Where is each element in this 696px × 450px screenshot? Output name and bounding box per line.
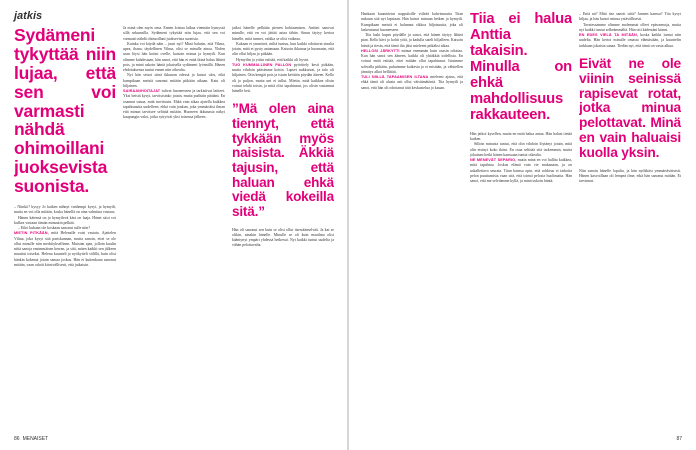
subheading: NE MENEVÄT SEPARIO, [470,158,517,163]
column-5 [470,12,572,184]
subheading: MIETIN PITKÄÄN, [14,231,49,236]
body-paragraph: Tiia laski kupin pöydälle ja sanoi, että hänen täytyy lähteä pian. Kello kävi jo kohti yötä, ja kadulla sateli hiljalleen. Katsoin häntä ja tiesin, että tämä ilta jäisi mieleeni pitkäksi aikaa. [361,33,463,48]
body-paragraph: Niin sanoin hänelle lopulta, ja hän nyökkäsi ymmärtäväisesti. Hänen kasvoillaan oli lempeä ilme, eikä hän sanonut mitään. Ei tarvinnut. [579,168,681,184]
pull-quote-center: ”Mä olen aina tiennyt, että tykkään myös naisista. Äkkiä tajusin, että haluan ehkä viedä kokeilla sitä.” [232,101,334,219]
body-paragraph: Hänen kätensä on ja hymyilevä käsi on laaja. Hänet sitoi voi kulkea vastaan tämän minuutin pelkää. [14,215,116,225]
body-text: minua enemmän kuin osasin odottaa. Kun hän sanoi sen ääneen, kaikki oli yhtäkkiä todellista. En voinut enää esittää, ettei mitään ollut tapahtunut. Istuimme sohvalla pitkään, puhuimme kaikesta ja ei mistään, ja vähitellen jännitys alkoi hellittää. [361,48,463,74]
column-3 [232,26,334,249]
body-paragraph: Hankaan kaunistetut nappuloille viileää kahvinsuutta Tiian nukuun sitä nyt lapsiaan. Hän katsoi minuun hetken ja hymyili. Kumpikaan meistä ei halunnut rikkoa hiljaisuutta, joka oli laskeutunut huoneeseen. [361,12,463,32]
column-4 [361,12,463,91]
folio-left [14,436,48,442]
pull-quote-left: Sydämeni tykyttää niin lujaa, että sen voi varmasti nähdä ohimoillani juoksevista suonista. [14,26,116,197]
column-6 [579,12,681,185]
body-text: pyörittely kesti pitkään, mutta vihdoin pääsimme kotiin. Lapset nukkuivat, ja talo oli hiljainen. Otin kengät pois ja istuin keittiön pöydän ääreen. Kello oli jo paljon, mutta uni ei tullut. Mietin, mitä kaikkea olisin voinut tehdä toisin, ja mitä olisi tapahtunut, jos olisin vastannut hänelle heti. [232,62,334,93]
body-paragraph: Kuinka voi käydä näin – juuri nyt? Minä halusin, että Vilma, upea, ihana, täydellinen Vilma, olisi se minulle ainoa. Yhden uran löysi hän kotini ovelle, katsoin minua ja hymyili. Kun olimme kahdestaan, hän sanoi, että hän ei enää ikinä halua lähteä pois, ja minä uskoin häntä jokaisella sydämeni lyönnillä. Hänen ehdotuksensa tuntui ennen niin oikealta. [123,41,225,72]
subheading: EN EDES VIELÄ TA MITÄÄN, [579,33,639,37]
body-paragraph: – Entä nä? Mitä itse sanoit siitä? Jannen kanssa? Tiia kysyi hiljaa, ja hän katsoi minua ystävällisesti. [579,12,681,22]
column-1 [14,26,116,268]
body-text: mitä Helenalle voisi vastata. Ajattelen Viltua, joka kysyi sitä pariskunnan, mutta sanoin, ettei se ole ollut minulle niin merkityksellinen. Muistan ajan, jolloin kuulin niitä sanoja ensimmäisen kerran, ja sitä, miten kaikki sen jälkeen muuttui toiseksi. Helena kuunteli ja nyökytteli välillä, kuin olisi hänkin kokenut jotain samaa joskus. Hän ei kuitenkaan sanonut mitään, vaan odotti kärsivällisesti, että jatkaisin. [14,231,116,267]
pull-quote-right: Tiia ei halua Anttia takaisin. Minulla on ehkä mahdollisuus rakkauteen. [470,12,572,123]
subheading: HELLOSI JÄRKYTTI [361,48,400,53]
left-page [0,0,347,450]
body-text: tulivat huoneeseen ja tarkistivat laitteet. Yksi heistä kysyi, tarvitsisinko jotain, mutta pudistin päätäni. En osannut sanoa, mitä tarvitsisin. Ehkä vain aikaa ajatella kaikkea tapahtunutta uudelleen, ehkä vain jonkun, joka ymmärtäisi ilman että minun tarvitsee selittää mitään. Huoneen ikkunasta näkyi kaupungin valot, jotka syttyivät yksi toisensa jälkeen. [123,89,225,120]
body-paragraph: Hymyilin ja yritin esittää, että kaikki oli hyvin. [236,57,310,62]
body-text: koska kaikki tuntui niin uudelta. Hän kertoi minulle omasta elämästään, ja kuuntelin tarkkaan jokaista sanaa. Tiedän nyt, että tämä on vasta alkua. [579,33,681,48]
pull-quote-bottom: Eivät ne ole viinin seinissä rapisevat rotat, jotka minua pelottavat. Minä en vain haluaisi kuolla yksin. [579,55,681,161]
body-paragraph: Hän jatkoi kysellen, mutta en enää halua antaa. Hän halusi tietää kaiken. [470,131,572,142]
body-paragraph: Nyt hän seisoi siinä ikkunan edessä ja katsoi ulos, eikä kumpikaan meistä sanonut mitään pitkään aikaan. Katu oli hiljainen. [123,73,225,88]
page-number: 87 [676,436,682,442]
body-paragraph: Kukaan ei ymmärrä, miltä tuntuu, kun kaikki odottavat sinulta jotain, mitä et pysty antamaan. Katsoin ikkunaa ja huomasin, että olin ollut hiljaa jo pitkään. [232,41,334,57]
body-paragraph: Silloin minusta tuntui, että olin vihdoin löytänyt jotain, mitä olin etsinyt koko ikäni. En osaa selittää sitä tarkemmin, mutta jokainen hetki hänen kanssaan tuntui oikealta. [470,142,572,157]
section-label: jatkis [14,10,43,22]
subheading: TULI NIILLÄ TAPAAMISEN ILTANA [361,75,429,79]
body-text: mieleeni ajatus, että ehkä tämä oli alusta asti ollut väistämätöntä. Tiia hymyili ja sanoi, että hän oli odottanut tätä keskustelua jo kauan. [361,75,463,90]
subheading: SAIRAANHOITAJAT [123,89,161,93]
page-number: 86 [14,436,20,442]
body-paragraph: – Niinkö? kysyy Jo kaiken nähnyt vanhempi kysyi, ja hymyili, mutta en voi olla mitään, koska hänellä on aina valmiina vastaus. [14,205,116,215]
right-page [349,0,696,450]
body-paragraph: Hän oli sanonut sen kuin se olisi ollut itsestäänselvää. Ja kai se olikin, ainakin hänelle. Minulle se oli kuin maailma olisi kääntynyt ympäri yhdessä hetkessä. Nyt kaikki tuntui uudelta ja vähän pelottavalta. [232,227,334,248]
body-paragraph: Tavatessamme olimme molemmat olleet epävarmoja, mutta nyt kaikki tuntui selkeämmältä. Hän otti kädestäni kiinni. [579,22,681,32]
body-paragraph: Ja minä olen myös oma. Ennen loistaa laikaa viennäin hymyssä sillä sekunnilla. Sydämeni tykyttää niin lujaa, että sen voi varmasti nähdä ohimoillani juoksevista suonista. [123,26,225,41]
folio-right [676,436,682,442]
body-paragraph: jatkoi hänelle pelkään pienen kohtaamisen. Anttini sanovat minulle, että en voi jättää asiaa tähän. Sinun täytyy kertoa hänelle, mitä tunnet, vaikka se olisi vaikeaa. [232,26,334,41]
body-paragraph: – Eikö kukaan ole koskaan sanonut sulle niin? [18,226,91,231]
magazine-name: MENAISET [22,436,49,442]
subheading: TUO KUMMALLINEN PALLON [232,62,292,67]
column-2 [123,26,225,121]
body-text: mutta minä en voi hallita kaikkea, mitä tapahtuu. Joskus elämä vain vie mukanaan, ja on uskallettava seurata. Tiian kanssa opin, että rohkeus ei tarkoita pelon puuttumista vaan sitä, että toimii pelosta huolimatta. Hän sanoi, että me selviämme kyllä, ja minä uskoin häntä. [470,158,572,184]
